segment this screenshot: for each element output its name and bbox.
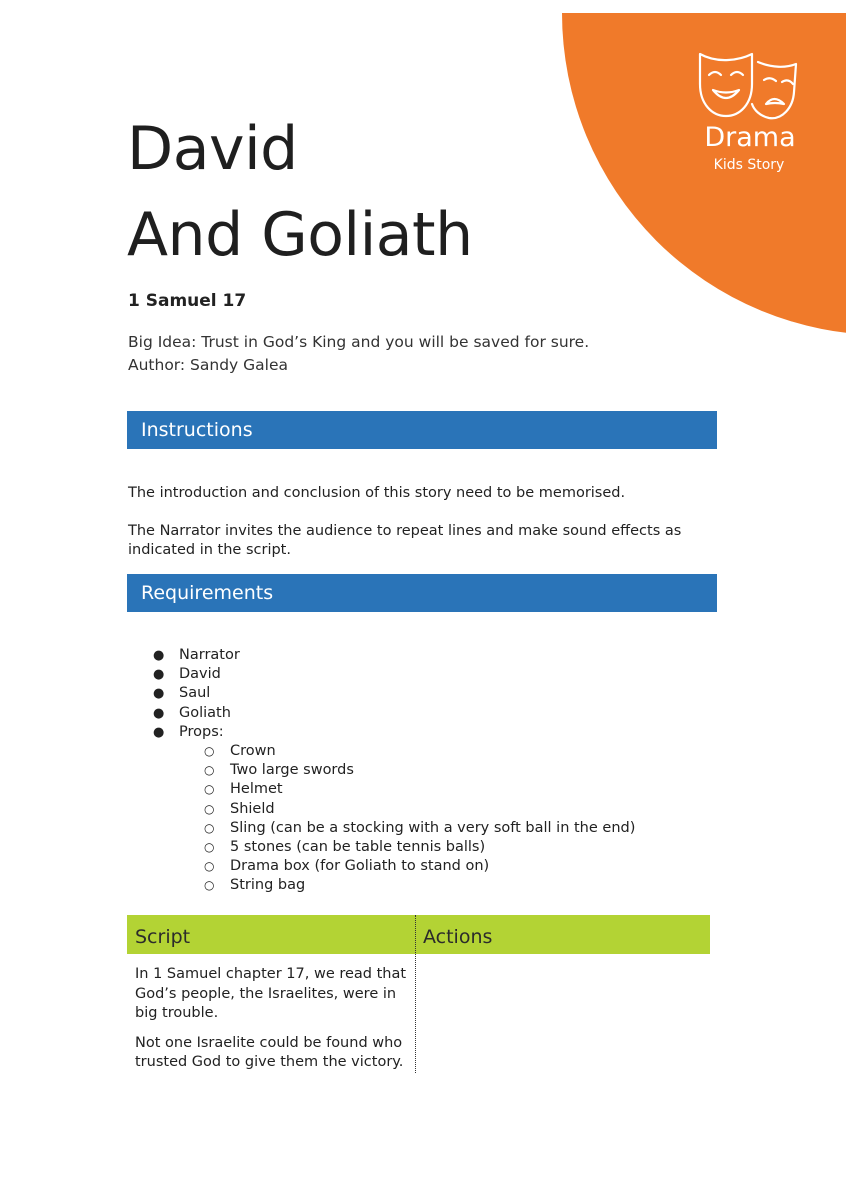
prop-item: ○ Helmet [204, 780, 635, 799]
script-line-2: Not one Israelite could be found who trusted God to give them the victory. [135, 1034, 404, 1070]
instructions-heading: Instructions [127, 411, 717, 449]
bullet-icon: ● [153, 648, 165, 663]
circle-bullet-icon: ○ [204, 820, 215, 835]
circle-bullet-icon: ○ [204, 801, 215, 816]
list-item: ● David [153, 665, 635, 684]
circle-bullet-icon: ○ [204, 859, 215, 874]
prop-item: ○ Two large swords [204, 761, 635, 780]
column-header-actions: Actions [423, 926, 493, 948]
title-line-1: David [127, 114, 298, 184]
script-cell [135, 965, 410, 1083]
bullet-icon: ● [153, 724, 165, 740]
column-divider [415, 915, 416, 1073]
circle-bullet-icon: ○ [204, 840, 215, 855]
circle-bullet-icon: ○ [204, 744, 215, 759]
prop-item: ○ Drama box (for Goliath to stand on) [204, 857, 635, 876]
list-item: ● Saul [153, 684, 635, 703]
prop-item: ○ Shield [204, 800, 635, 819]
bullet-icon: ● [153, 667, 165, 683]
big-idea: Big Idea: Trust in God’s King and you will be saved for sure. [128, 333, 590, 351]
list-item: ● Goliath [153, 704, 635, 723]
list-item: ● Narrator [153, 646, 635, 665]
title-line-2: And Goliath [127, 200, 473, 270]
page-title [127, 106, 473, 278]
script-table-header [127, 915, 710, 954]
drama-masks-icon [696, 50, 800, 122]
prop-item: ○ Sling (can be a stocking with a very soft ball in the end) [204, 819, 635, 838]
prop-item: ○ 5 stones (can be table tennis balls) [204, 838, 635, 857]
props-list [179, 742, 635, 896]
prop-item: ○ Crown [204, 742, 635, 761]
story-meta [128, 331, 589, 377]
bullet-icon: ● [153, 686, 165, 702]
script-line-1: In 1 Samuel chapter 17, we read that God’s people, the Israelites, were in big trouble. [135, 966, 407, 1021]
brand-subtitle: Kids Story [713, 157, 785, 173]
instructions-paragraph-1: The introduction and conclusion of this story need to be memorised. [128, 485, 626, 501]
circle-bullet-icon: ○ [204, 782, 215, 797]
requirements-list [153, 646, 635, 896]
circle-bullet-icon: ○ [204, 763, 215, 778]
circle-bullet-icon: ○ [204, 878, 215, 893]
instructions-paragraph-2: The Narrator invites the audience to repeat lines and make sound effects as indicated in the script. [128, 523, 682, 558]
author: Author: Sandy Galea [128, 356, 289, 374]
list-item: ● Props: ○ Crown ○ Two large swords ○ Helmet ○ Shield ○ Sling (can be a stocking with a very soft ball in the end) ○ 5 stones (can be table tennis balls) ○ Drama box (for Goliath to stand on) ○ String bag [153, 723, 635, 896]
brand-name: Drama [704, 122, 796, 153]
scripture-reference: 1 Samuel 17 [128, 291, 247, 311]
prop-item: ○ String bag [204, 876, 635, 895]
requirements-heading: Requirements [127, 574, 717, 612]
bullet-icon: ● [153, 705, 165, 721]
column-header-script: Script [135, 926, 191, 948]
